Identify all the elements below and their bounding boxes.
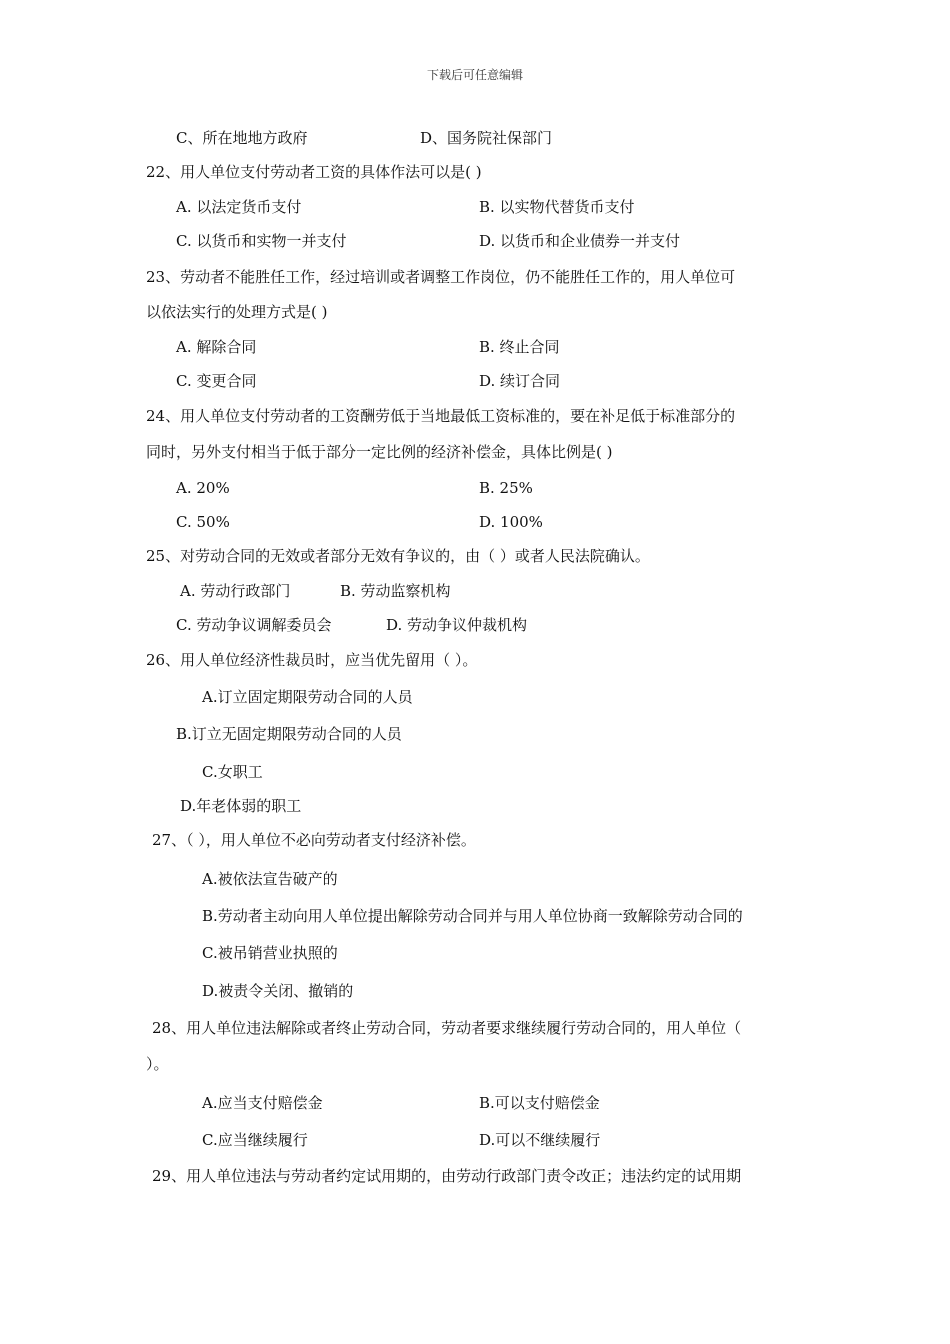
option-27c: C.被吊销营业执照的 — [202, 944, 338, 962]
option-22c: C. 以货币和实物一并支付 — [176, 232, 347, 250]
option-27b: B.劳动者主动向用人单位提出解除劳动合同并与用人单位协商一致解除劳动合同的 — [202, 907, 743, 925]
question-23-line1: 23、劳动者不能胜任工作，经过培训或者调整工作岗位，仍不能胜任工作的，用人单位可 — [146, 268, 736, 286]
option-28a: A.应当支付赔偿金 — [202, 1094, 323, 1112]
option-25d: D. 劳动争议仲裁机构 — [386, 616, 528, 634]
option-21d: D、国务院社保部门 — [420, 129, 553, 147]
question-28-line2: ）。 — [146, 1055, 169, 1073]
question-27: 27、（ ），用人单位不必向劳动者支付经济补偿。 — [152, 831, 476, 849]
option-28b: B.可以支付赔偿金 — [479, 1094, 600, 1112]
question-22: 22、用人单位支付劳动者工资的具体作法可以是( ) — [146, 163, 482, 181]
option-22a: A. 以法定货币支付 — [176, 198, 302, 216]
option-23a: A. 解除合同 — [176, 338, 257, 356]
option-23b: B. 终止合同 — [479, 338, 560, 356]
option-26d: D.年老体弱的职工 — [180, 797, 302, 815]
option-24b: B. 25% — [479, 479, 533, 497]
question-24-line2: 同时，另外支付相当于低于部分一定比例的经济补偿金，具体比例是( ) — [146, 443, 613, 461]
option-24a: A. 20% — [176, 479, 230, 497]
option-25b: B. 劳动监察机构 — [340, 582, 451, 600]
option-26c: C.女职工 — [202, 763, 263, 781]
option-27a: A.被依法宣告破产的 — [202, 870, 338, 888]
question-29-line1: 29、用人单位违法与劳动者约定试用期的，由劳动行政部门责令改正；违法约定的试用期 — [152, 1167, 742, 1185]
option-23c: C. 变更合同 — [176, 372, 257, 390]
option-25c: C. 劳动争议调解委员会 — [176, 616, 332, 634]
option-27d: D.被责令关闭、撤销的 — [202, 982, 354, 1000]
question-28-line1: 28、用人单位违法解除或者终止劳动合同，劳动者要求继续履行劳动合同的，用人单位（ — [152, 1019, 742, 1037]
option-26a: A.订立固定期限劳动合同的人员 — [202, 688, 413, 706]
question-24-line1: 24、用人单位支付劳动者的工资酬劳低于当地最低工资标准的，要在补足低于标准部分的 — [146, 407, 736, 425]
option-24c: C. 50% — [176, 513, 230, 531]
option-25a: A. 劳动行政部门 — [180, 582, 291, 600]
option-26b: B.订立无固定期限劳动合同的人员 — [176, 725, 402, 743]
option-22d: D. 以货币和企业债券一并支付 — [479, 232, 681, 250]
page-header-note: 下载后可任意编辑 — [426, 68, 523, 82]
option-23d: D. 续订合同 — [479, 372, 561, 390]
question-25: 25、对劳动合同的无效或者部分无效有争议的，由（ ）或者人民法院确认。 — [146, 547, 650, 565]
option-22b: B. 以实物代替货币支付 — [479, 198, 635, 216]
question-26: 26、用人单位经济性裁员时，应当优先留用（ ）。 — [146, 651, 478, 669]
question-23-line2: 以依法实行的处理方式是( ) — [146, 303, 328, 321]
option-28c: C.应当继续履行 — [202, 1131, 308, 1149]
option-24d: D. 100% — [479, 513, 543, 531]
option-21c: C、所在地地方政府 — [176, 129, 308, 147]
option-28d: D.可以不继续履行 — [479, 1131, 601, 1149]
